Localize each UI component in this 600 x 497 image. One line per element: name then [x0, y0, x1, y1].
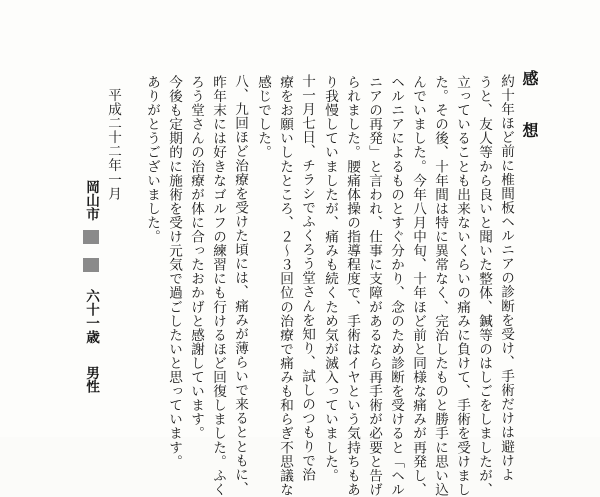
body-line: ありがとうございました。	[144, 75, 160, 244]
redacted-name	[83, 230, 99, 244]
body-line: んでいました。今年八月中旬、十年ほど前と同様な痛みが再発し、	[410, 75, 426, 497]
body-line: 約十年ほど前に椎間板ヘルニアの診断を受け、手術だけは避けよ	[498, 74, 514, 482]
body-line: り我慢していましたが、痛みも続くため気が滅入っていました。	[322, 75, 338, 483]
redacted-name	[83, 258, 99, 272]
body-line: 八、九回ほど治療を受けた頃には、痛みが薄らいで来るとともに、	[232, 74, 248, 496]
signature-sex: 男性	[83, 366, 99, 394]
body-line: ヘルニアによるものとすぐ分かり、念のため診断を受けると「ヘル	[388, 75, 404, 497]
body-line: ろう堂さんの治療が体に合ったおかげと感謝しています。	[188, 75, 204, 441]
body-line: 感じでした。	[255, 75, 271, 160]
body-line: うと、友人等から良いと聞いた整体、鍼等のはしごをしましたが、	[476, 75, 492, 497]
body-line: 十一月七日、チラシでふくろう堂さんを知り、試しのつもりで治	[299, 74, 315, 482]
body-line: た。その後、十年間は特に異常なく、完治したものと勝手に思い込	[432, 75, 448, 497]
body-line: ニアの再発」と言われ、仕事に支障があるなら再手術が必要と告げ	[366, 75, 382, 497]
signature-date: 平成二十二年一月	[105, 88, 121, 201]
signature-age: 六十一歳	[83, 289, 99, 344]
body-line: 療をお願いしたところ、２～３回位の治療で痛みも和らぎ不思議な	[277, 75, 293, 497]
body-line: 今後も定期的に施術を受け元気で過ごしたいと思っています。	[166, 75, 182, 469]
body-line: 昨年末には好きなゴルフの練習にも行けるほど回復しました。ふく	[210, 75, 226, 497]
document-title: 感 想	[520, 70, 539, 148]
body-line: 立っていることも出来ないくらいの痛みに負けて、手術を受けまし	[454, 75, 470, 497]
body-line: られました。腰痛体操の指導程度で、手術はイヤという気持ちもあ	[344, 75, 360, 497]
signature-city: 岡山市	[83, 180, 99, 221]
